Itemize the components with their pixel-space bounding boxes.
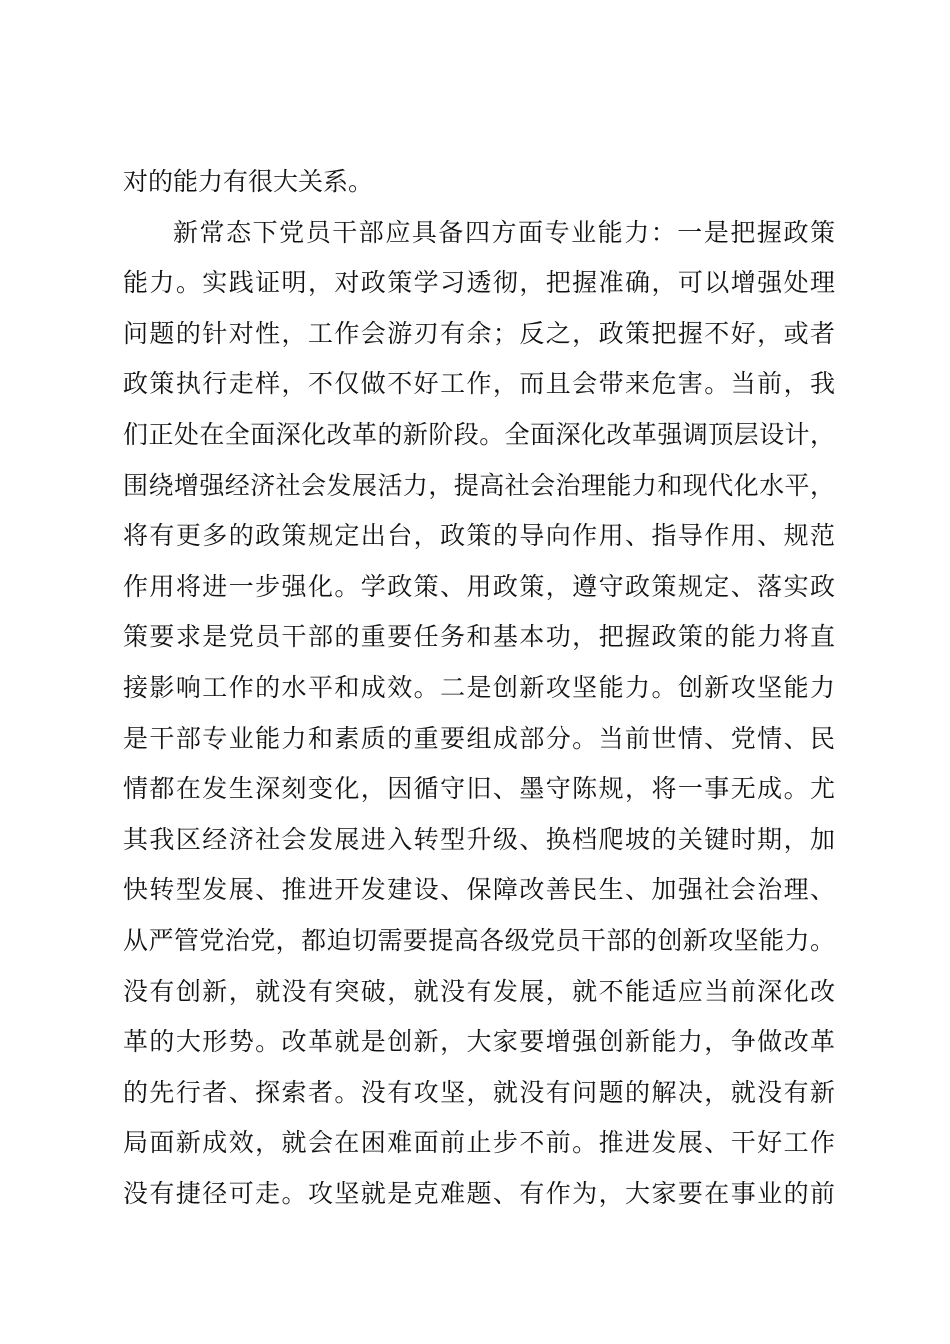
text-line: 将有更多的政策规定出台，政策的导向作用、指导作用、规范 [123,521,835,551]
text-line: 没有捷径可走。攻坚就是克难题、有作为，大家要在事业的前 [123,1178,835,1208]
text-line: 没有创新，就没有突破，就没有发展，就不能适应当前深化改 [123,976,835,1006]
text-line: 接影响工作的水平和成效。二是创新攻坚能力。创新攻坚能力 [123,672,835,702]
text-line: 新常态下党员干部应具备四方面专业能力：一是把握政策 [173,217,835,247]
text-line: 围绕增强经济社会发展活力，提高社会治理能力和现代化水平， [123,470,835,500]
text-line: 局面新成效，就会在困难面前止步不前。推进发展、干好工作 [123,1128,835,1158]
text-line: 从严管党治党，都迫切需要提高各级党员干部的创新攻坚能力。 [123,925,835,955]
text-line: 其我区经济社会发展进入转型升级、换档爬坡的关键时期，加 [123,824,835,854]
text-line: 情都在发生深刻变化，因循守旧、墨守陈规，将一事无成。尤 [123,774,835,804]
body-text [123,157,835,1219]
text-line: 快转型发展、推进开发建设、保障改善民生、加强社会治理、 [123,875,835,905]
text-line: 能力。实践证明，对政策学习透彻，把握准确，可以增强处理 [123,268,835,298]
text-line: 问题的针对性，工作会游刃有余；反之，政策把握不好，或者 [123,318,835,348]
text-line: 的先行者、探索者。没有攻坚，就没有问题的解决，就没有新 [123,1077,835,1107]
text-line: 策要求是党员干部的重要任务和基本功，把握政策的能力将直 [123,622,835,652]
text-line: 对的能力有很大关系。 [123,167,374,196]
text-line: 政策执行走样，不仅做不好工作，而且会带来危害。当前，我 [123,369,835,399]
text-line: 们正处在全面深化改革的新阶段。全面深化改革强调顶层设计， [123,419,835,449]
text-line: 是干部专业能力和素质的重要组成部分。当前世情、党情、民 [123,723,835,753]
text-line: 作用将进一步强化。学政策、用政策，遵守政策规定、落实政 [123,571,835,601]
text-line: 革的大形势。改革就是创新，大家要增强创新能力，争做改革 [123,1027,835,1057]
